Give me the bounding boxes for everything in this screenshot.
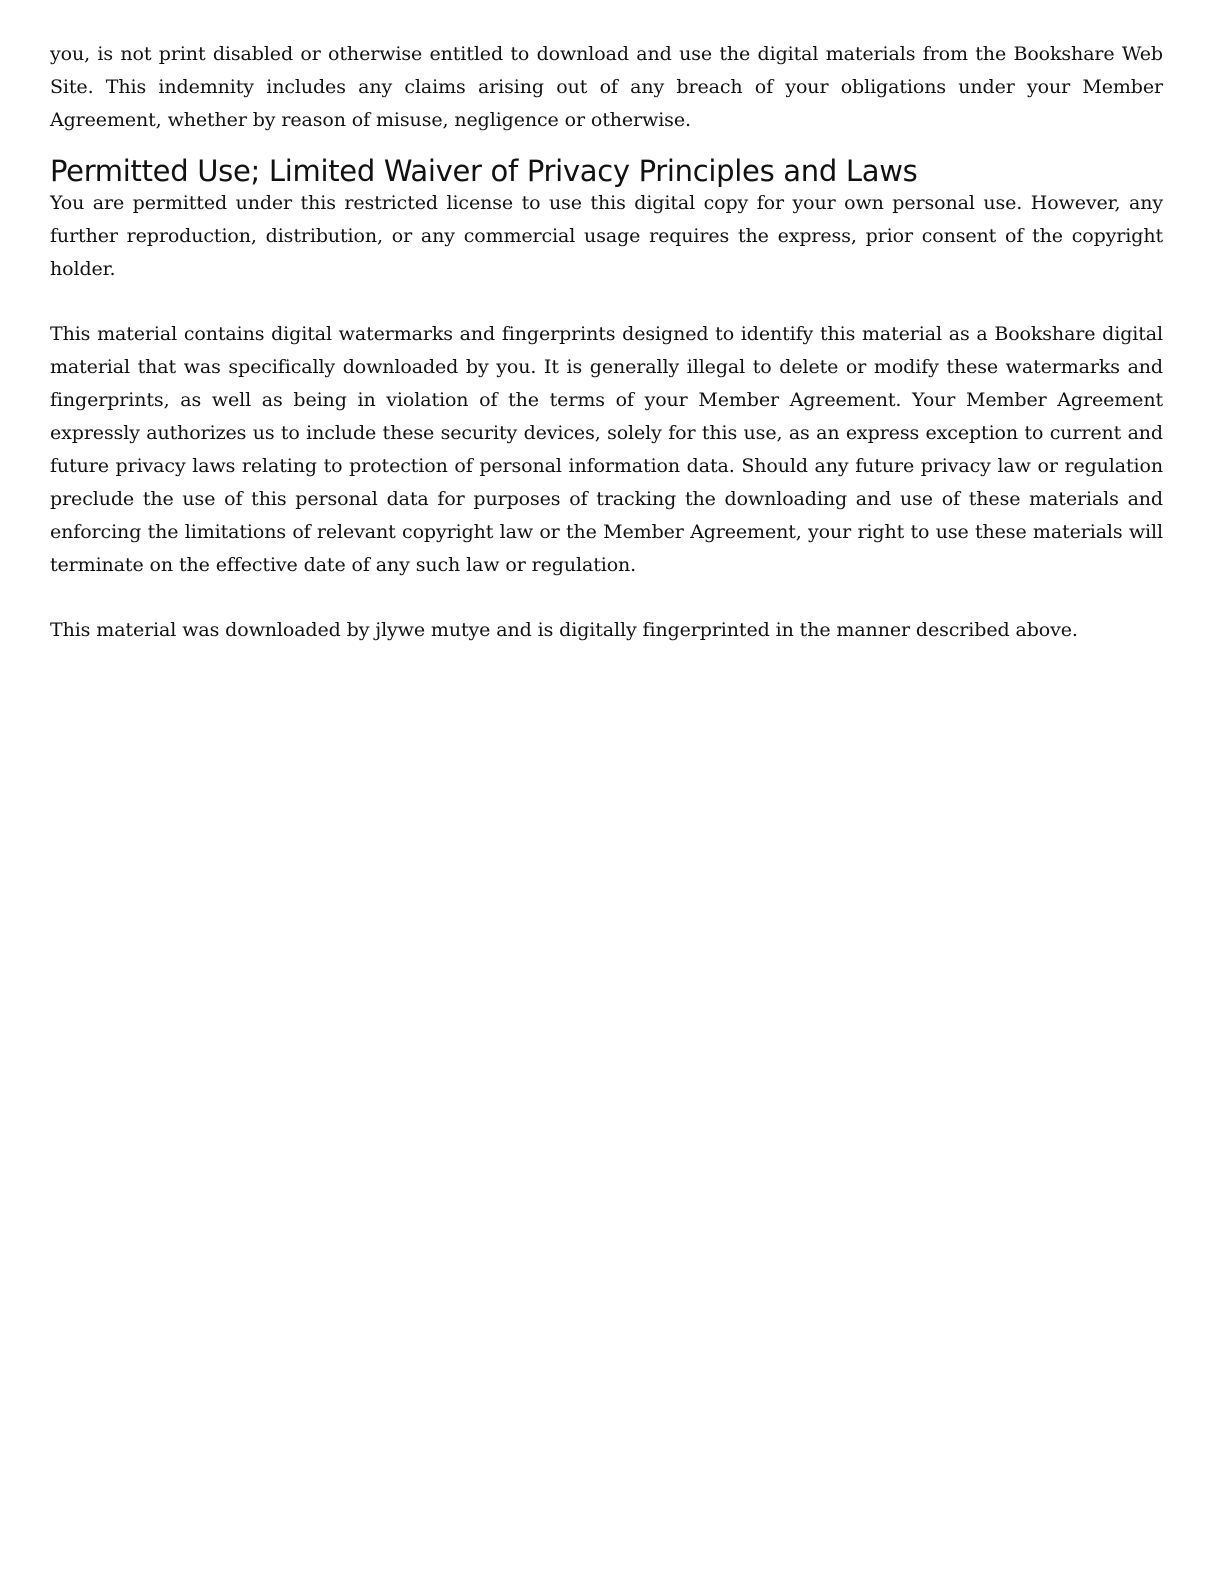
section-heading-permitted-use: Permitted Use; Limited Waiver of Privacy Principles and Laws [50, 154, 918, 188]
indemnity-continuation-paragraph: you, is not print disabled or otherwise entitled to download and use the digital materials from the Bookshare Web Site. This indemnity includes any claims arising out of any breach of your obligations under your Member Agreement, whether by reason of misuse, negligence or otherwise. [50, 43, 1163, 131]
permitted-use-paragraph: You are permitted under this restricted license to use this digital copy for your own personal use. However, any further reproduction, distribution, or any commercial usage requires the express, prior consent of the copyright holder. [50, 192, 1163, 280]
watermark-paragraph: This material contains digital watermarks and fingerprints designed to identify this material as a Bookshare digital material that was specifically downloaded by you. It is generally illegal to delete or modify these watermarks and fingerprints, as well as being in violation of the terms of your Member Agreement. Your Member Agreement expressly authorizes us to include these security devices, solely for this use, as an express exception to current and future privacy laws relating to protection of personal information data. Should any future privacy law or regulation preclude the use of this personal data for purposes of tracking the downloading and use of these materials and enforcing the limitations of relevant copyright law or the Member Agreement, your right to use these materials will terminate on the effective date of any such law or regulation. [50, 323, 1163, 576]
download-notice-paragraph: This material was downloaded by jlywe mutye and is digitally fingerprinted in the manner described above. [50, 619, 1078, 641]
document-page [50, 38, 1163, 647]
